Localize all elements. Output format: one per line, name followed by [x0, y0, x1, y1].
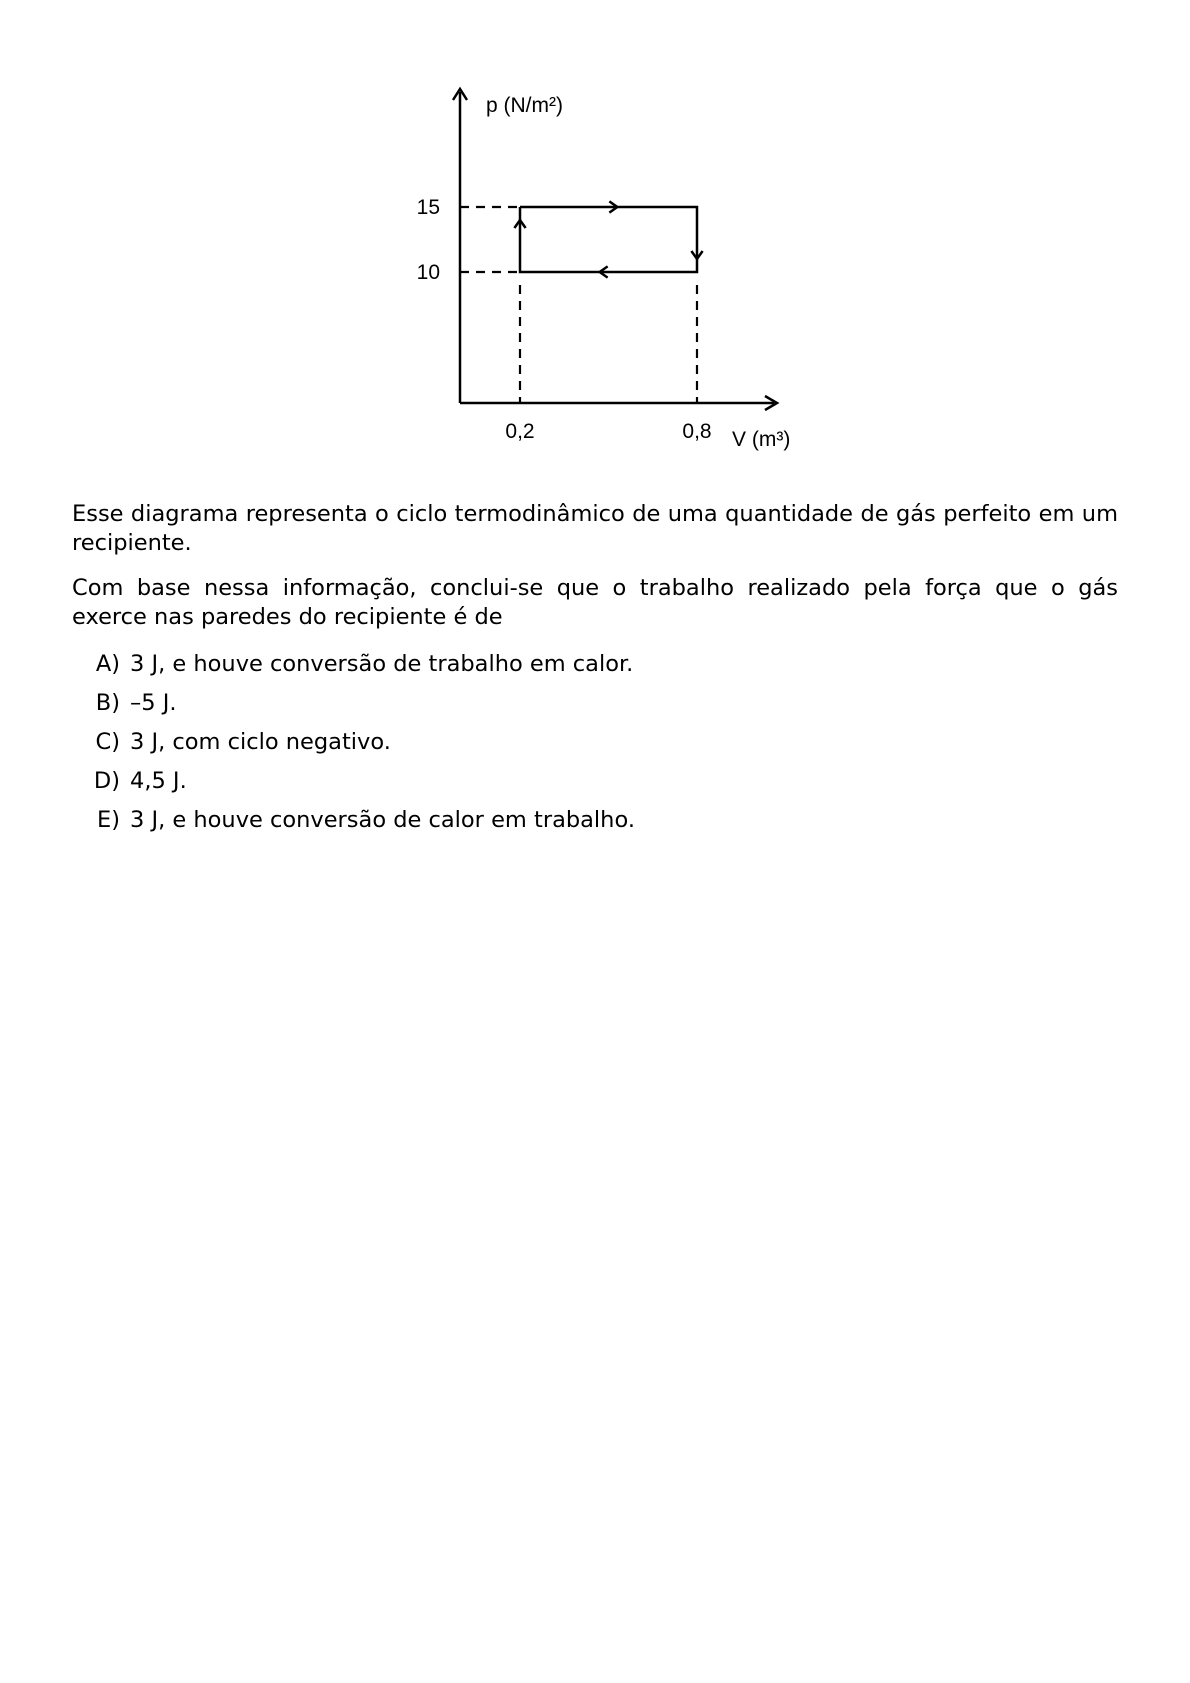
option-b[interactable]	[72, 689, 1118, 718]
option-text: 3 J, com ciclo negativo.	[130, 729, 391, 755]
option-e[interactable]	[72, 806, 1118, 835]
paragraph-question: Com base nessa informação, conclui-se que o trabalho realizado pela força que o gás exerce nas paredes do recipiente é de	[72, 575, 1118, 630]
pv-diagram-svg	[0, 0, 1190, 470]
y-axis-label: p (N/m²)	[486, 94, 563, 117]
option-text: –5 J.	[130, 690, 177, 716]
option-c[interactable]	[72, 728, 1118, 757]
y-tick-10: 10	[416, 261, 440, 284]
y-tick-15: 15	[416, 196, 440, 219]
paragraph-intro: Esse diagrama representa o ciclo termodinâmico de uma quantidade de gás perfeito em um recipiente.	[72, 501, 1118, 556]
cycle-path	[520, 207, 697, 272]
option-letter: E)	[97, 807, 120, 833]
option-letter: C)	[95, 729, 120, 755]
option-letter: B)	[95, 690, 120, 716]
option-text: 3 J, e houve conversão de calor em trabalho.	[130, 807, 635, 833]
x-tick-08: 0,8	[682, 420, 712, 443]
question-body	[72, 500, 1118, 845]
cycle-arrows	[514, 201, 702, 277]
x-tick-02: 0,2	[505, 420, 535, 443]
option-a[interactable]	[72, 650, 1118, 679]
answer-options	[72, 650, 1118, 835]
option-text: 4,5 J.	[130, 768, 187, 794]
option-letter: A)	[95, 651, 120, 677]
pv-diagram	[0, 0, 1190, 470]
option-d[interactable]	[72, 767, 1118, 796]
x-axis-label: V (m³)	[732, 428, 791, 451]
option-text: 3 J, e houve conversão de trabalho em calor.	[130, 651, 634, 677]
option-letter: D)	[93, 768, 120, 794]
